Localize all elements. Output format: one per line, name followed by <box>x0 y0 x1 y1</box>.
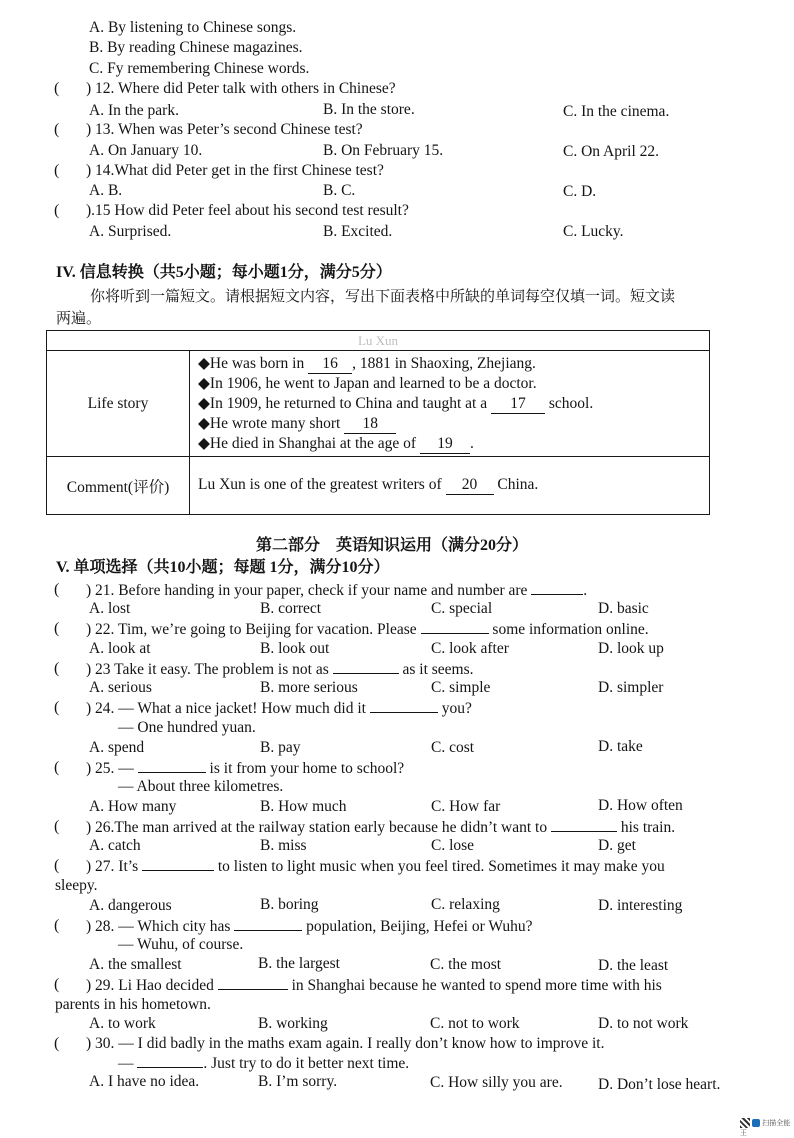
comment-label <box>47 457 190 515</box>
answer-blank[interactable] <box>138 758 206 773</box>
q21-option-d: D. basic <box>598 600 649 617</box>
q28-option-a: A. the smallest <box>89 956 182 973</box>
question-number: ) 24. <box>86 700 115 717</box>
question-28 <box>86 916 533 937</box>
question-number: ) 14. <box>86 162 115 179</box>
table-title <box>47 331 710 351</box>
q21-option-a: A. lost <box>89 600 131 617</box>
question-number: ) 23 <box>86 661 111 678</box>
answer-bracket[interactable]: ( <box>54 660 60 677</box>
question-23 <box>86 659 474 680</box>
q25-reply: — About three kilometres. <box>118 778 284 795</box>
q25-option-a: A. How many <box>89 798 177 815</box>
question-text: Where did Peter talk with others in Chinese? <box>118 80 396 97</box>
answer-bracket[interactable]: ( <box>54 917 60 934</box>
question-text: — <box>118 760 138 777</box>
q28-option-b: B. the largest <box>258 955 340 972</box>
question-text: It’s <box>118 858 142 875</box>
answer-blank[interactable] <box>421 619 489 634</box>
q22-option-d: D. look up <box>598 640 664 657</box>
life-story-cell <box>190 351 710 457</box>
q23-option-a: A. serious <box>89 679 152 696</box>
question-text: . <box>583 582 588 599</box>
question-number: ) 21. <box>86 582 115 599</box>
question-13 <box>86 120 363 140</box>
blank-20[interactable]: 20 <box>446 476 494 495</box>
q29-option-d: D. to not work <box>598 1015 689 1032</box>
q29-option-c: C. not to work <box>430 1015 520 1032</box>
q14-option-c: C. D. <box>563 183 597 200</box>
q24-option-d: D. take <box>598 738 643 755</box>
q14-option-a: A. B. <box>89 182 123 199</box>
comment-text: Lu Xun is one of the greatest writers of <box>198 476 446 493</box>
question-text: — <box>118 1055 138 1072</box>
blank-16[interactable]: 16 <box>308 355 352 374</box>
q26-option-c: C. lose <box>431 837 475 854</box>
answer-blank[interactable] <box>137 1053 203 1068</box>
question-text: — What a nice jacket! How much did it <box>118 700 370 717</box>
life-story-label <box>47 351 190 457</box>
life-text: . <box>469 434 474 452</box>
question-text: some information online. <box>488 621 649 638</box>
q29-cont: parents in his hometown. <box>55 996 211 1013</box>
q27-option-a: A. dangerous <box>89 897 172 914</box>
part-2-heading: 第二部分 英语知识运用（满分20分） <box>256 537 529 554</box>
q27-cont: sleepy. <box>55 877 98 894</box>
question-text: . Just try to do it better next time. <box>203 1055 410 1072</box>
table-title-text: Lu Xun <box>357 332 399 348</box>
q26-option-b: B. miss <box>260 837 307 854</box>
q15-option-a: A. Surprised. <box>89 223 172 240</box>
q22-option-c: C. look after <box>431 640 509 657</box>
q25-option-d: D. How often <box>598 797 683 814</box>
q21-option-c: C. special <box>431 600 493 617</box>
question-text: in Shanghai because he wanted to spend more time with his <box>287 977 662 994</box>
life-text: school. <box>545 394 594 412</box>
life-item-5 <box>198 434 701 454</box>
question-21 <box>86 580 587 601</box>
scanner-logo-icon <box>752 1119 760 1127</box>
answer-blank[interactable] <box>370 698 438 713</box>
question-number: ) 25. <box>86 760 115 777</box>
question-text: The man arrived at the railway station early because he didn’t want to <box>114 819 551 836</box>
q29-option-b: B. working <box>258 1015 328 1032</box>
question-number: ) 27. <box>86 858 115 875</box>
q30-option-d: D. Don’t lose heart. <box>598 1076 721 1093</box>
q26-option-a: A. catch <box>89 837 141 854</box>
q12-option-a: A. In the park. <box>89 102 179 119</box>
section-4-instructions: 你将听到一篇短文。请根据短文内容，写出下面表格中所缺的单词每空仅填一词。短文读 <box>90 289 676 305</box>
question-25 <box>86 758 404 779</box>
qr-code-icon <box>740 1118 750 1128</box>
question-12 <box>86 79 396 99</box>
answer-bracket[interactable]: ( <box>54 202 60 219</box>
answer-bracket[interactable]: ( <box>54 818 60 835</box>
answer-bracket[interactable]: ( <box>54 80 60 97</box>
question-number: ) 29. <box>86 977 115 994</box>
life-text: , 1881 in Shaoxing, Zhejiang. <box>352 354 536 372</box>
q24-option-c: C. cost <box>431 739 475 756</box>
q21-option-b: B. correct <box>260 600 322 617</box>
answer-bracket[interactable]: ( <box>54 620 60 637</box>
q28-option-d: D. the least <box>598 957 669 974</box>
answer-blank[interactable] <box>234 916 302 931</box>
info-table <box>46 330 710 515</box>
q27-option-c: C. relaxing <box>431 896 500 913</box>
answer-bracket[interactable]: ( <box>54 857 60 874</box>
q23-option-b: B. more serious <box>260 679 358 696</box>
question-number: ) 13. <box>86 121 115 138</box>
q22-option-a: A. look at <box>89 640 151 657</box>
life-text: ◆In 1909, he returned to China and taught at a <box>198 394 491 412</box>
q29-option-a: A. to work <box>89 1015 156 1032</box>
q13-option-b: B. On February 15. <box>323 142 444 159</box>
answer-blank[interactable] <box>218 975 288 990</box>
life-text: ◆He wrote many short <box>198 414 345 432</box>
question-text: — Which city has <box>118 918 235 935</box>
scanner-watermark <box>740 1118 794 1138</box>
section-5-heading: V. 单项选择（共10小题；每题 1分，满分10分） <box>56 559 390 576</box>
question-number: ) 30. <box>86 1035 115 1052</box>
question-text: Before handing in your paper, check if your name and number are <box>118 582 532 599</box>
question-text: is it from your home to school? <box>205 760 405 777</box>
question-text: Take it easy. The problem is not as <box>114 661 333 678</box>
q24-option-a: A. spend <box>89 739 145 756</box>
watermark-text: 扫描全能王 <box>740 1119 791 1137</box>
life-item-2 <box>198 374 701 394</box>
option-c: C. Fy remembering Chinese words. <box>89 60 310 77</box>
q25-option-c: C. How far <box>431 798 501 815</box>
question-14 <box>86 161 384 181</box>
question-text: Li Hao decided <box>118 977 218 994</box>
option-a: A. By listening to Chinese songs. <box>89 19 297 36</box>
life-item-1 <box>198 354 701 374</box>
q30-option-c: C. How silly you are. <box>430 1074 563 1091</box>
q30-option-a: A. I have no idea. <box>89 1073 200 1090</box>
question-text: you? <box>437 700 472 717</box>
question-text: his train. <box>617 819 676 836</box>
q23-option-c: C. simple <box>431 679 491 696</box>
q15-option-b: B. Excited. <box>323 223 393 240</box>
question-text: How did Peter feel about his second test result? <box>114 202 409 219</box>
life-text: ◆He was born in <box>198 354 309 372</box>
q14-option-b: B. C. <box>323 182 356 199</box>
answer-bracket[interactable]: ( <box>54 581 60 598</box>
life-story-label-text: Life story <box>87 394 149 412</box>
q27-option-d: D. interesting <box>598 897 683 914</box>
blank-17[interactable]: 17 <box>491 395 545 414</box>
q24-option-b: B. pay <box>260 739 301 756</box>
q26-option-d: D. get <box>598 837 636 854</box>
q23-option-d: D. simpler <box>598 679 664 696</box>
life-text: ◆He died in Shanghai at the age of <box>198 434 420 452</box>
comment-label-text: Comment(评价) <box>66 478 170 496</box>
blank-19[interactable]: 19 <box>420 435 470 454</box>
answer-bracket[interactable]: ( <box>54 976 60 993</box>
q12-option-c: C. In the cinema. <box>563 103 670 120</box>
answer-blank[interactable] <box>142 856 214 871</box>
answer-bracket[interactable]: ( <box>54 162 60 179</box>
question-15 <box>86 201 409 221</box>
question-text: to listen to light music when you feel tired. Sometimes it may make you <box>213 858 665 875</box>
question-text: Tim, we’re going to Beijing for vacation. Please <box>118 621 421 638</box>
question-number: ) 12. <box>86 80 115 97</box>
section-4-heading: IV. 信息转换（共5小题；每小题1分，满分5分） <box>56 264 392 281</box>
question-text: population, Beijing, Hefei or Wuhu? <box>302 918 533 935</box>
question-text: as it seems. <box>398 661 474 678</box>
q12-option-b: B. In the store. <box>323 101 415 118</box>
question-text: When was Peter’s second Chinese test? <box>118 121 363 138</box>
q28-reply: — Wuhu, of course. <box>118 936 244 953</box>
q13-option-c: C. On April 22. <box>563 143 660 160</box>
life-text: ◆In 1906, he went to Japan and learned to be a doctor. <box>198 374 537 392</box>
question-number: ) 26. <box>86 819 115 836</box>
q22-option-b: B. look out <box>260 640 330 657</box>
life-item-4 <box>198 414 701 434</box>
life-item-3 <box>198 394 701 414</box>
q13-option-a: A. On January 10. <box>89 142 203 159</box>
answer-bracket[interactable]: ( <box>54 759 60 776</box>
question-number: ).15 <box>86 202 111 219</box>
q24-reply: — One hundred yuan. <box>118 719 256 736</box>
question-22 <box>86 619 649 640</box>
q30-reply <box>118 1053 409 1074</box>
q15-option-c: C. Lucky. <box>563 223 624 240</box>
comment-text: China. <box>493 476 539 493</box>
blank-18[interactable]: 18 <box>344 415 396 434</box>
answer-bracket[interactable]: ( <box>54 1035 60 1052</box>
question-27 <box>86 856 665 877</box>
question-text: What did Peter get in the first Chinese test? <box>114 162 384 179</box>
q30-option-b: B. I’m sorry. <box>258 1073 338 1090</box>
section-4-instructions-cont: 两遍。 <box>56 311 102 327</box>
question-29 <box>86 975 662 996</box>
comment-cell <box>190 457 710 515</box>
answer-bracket[interactable]: ( <box>54 121 60 138</box>
q28-option-c: C. the most <box>430 956 502 973</box>
question-26 <box>86 817 675 838</box>
q25-option-b: B. How much <box>260 798 347 815</box>
question-number: ) 22. <box>86 621 115 638</box>
q27-option-b: B. boring <box>260 896 319 913</box>
question-30 <box>86 1034 604 1054</box>
answer-blank[interactable] <box>333 659 399 674</box>
answer-bracket[interactable]: ( <box>54 699 60 716</box>
answer-blank[interactable] <box>531 580 583 595</box>
question-24 <box>86 698 472 719</box>
question-number: ) 28. <box>86 918 115 935</box>
option-b: B. By reading Chinese magazines. <box>89 39 303 56</box>
question-text: — I did badly in the maths exam again. I really don’t know how to improve it. <box>118 1035 605 1052</box>
answer-blank[interactable] <box>551 817 617 832</box>
